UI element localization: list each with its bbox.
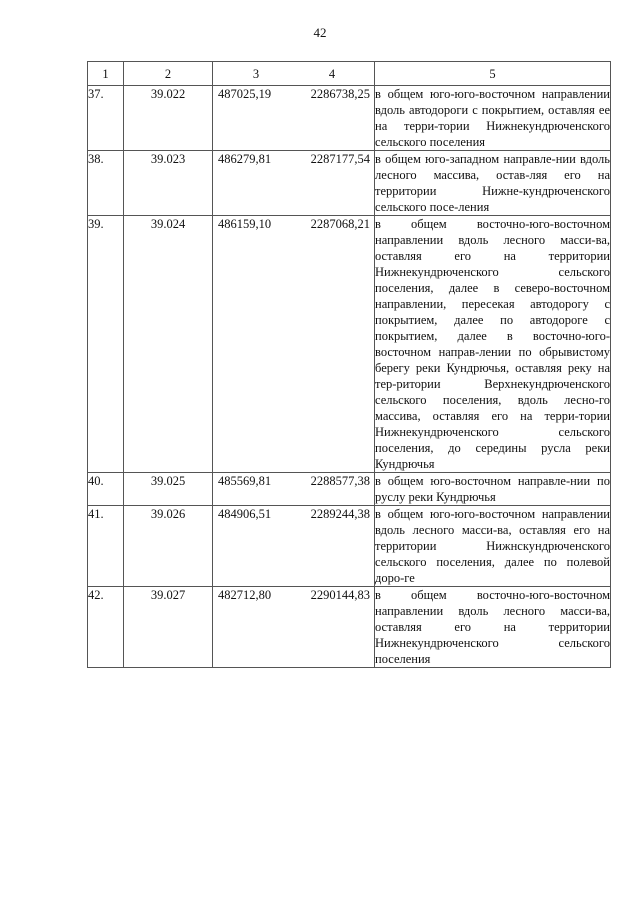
coordinates: [213, 587, 375, 668]
coord-y: 2286738,25: [310, 87, 370, 101]
header-col-5: 5: [375, 62, 611, 86]
point-id: 39.026: [124, 506, 213, 587]
point-id: 39.027: [124, 587, 213, 668]
page-number: 42: [313, 25, 327, 40]
header-col-3-4: [213, 62, 375, 86]
coord-x: 482712,80: [218, 588, 272, 602]
header-col-3: 3: [252, 66, 260, 81]
coordinates: [213, 473, 375, 506]
coordinates: [213, 151, 375, 216]
row-number: 41.: [88, 506, 124, 587]
boundary-description: в общем юго-юго-восточном направлении вдоль автодороги с покрытием, оставляя ее на терри-тории Нижнекундрюченского сельского поселения: [375, 87, 610, 149]
row-number: 38.: [88, 151, 124, 216]
row-number: 40.: [88, 473, 124, 506]
table-header-row: [88, 62, 611, 86]
table-row: [88, 473, 611, 506]
table-row: [88, 506, 611, 587]
coord-y: 2287177,54: [310, 152, 370, 166]
point-id: 39.022: [124, 86, 213, 151]
table-row: [88, 86, 611, 151]
point-id: 39.023: [124, 151, 213, 216]
coordinates: [213, 216, 375, 473]
boundary-description: в общем восточно-юго-восточном направлении вдоль лесного масси-ва, оставляя его на территории Нижнекундрюченского сельского поселения: [375, 588, 610, 666]
coord-y: 2289244,38: [310, 507, 370, 521]
row-number: 37.: [88, 86, 124, 151]
header-col-4: 4: [328, 66, 336, 81]
coord-y: 2287068,21: [310, 217, 370, 231]
header-col-1: 1: [88, 62, 124, 86]
coord-y: 2288577,38: [310, 474, 370, 488]
point-id: 39.025: [124, 473, 213, 506]
boundary-description: в общем восточно-юго-восточном направлении вдоль лесного масси-ва, оставляя его на территории Нижнекундрюченского сельского поселения, далее в северо-восточном направлении, пересекая автодорогу с покрытием, далее по автодороге с покрытием, далее в восточно-юго-восточном направ-лении по обрывистому берегу реки Кундрючья, оставляя реку на тер-ритории Верхнекундрюченского сельского поселения, вдоль лесно-го массива, оставляя его на терри-тории Нижнекундрюченского сельского поселения, до середины русла реки Кундрючья: [375, 217, 610, 471]
coordinates: [213, 506, 375, 587]
coord-x: 484906,51: [218, 507, 272, 521]
table-row: [88, 216, 611, 473]
row-number: 42.: [88, 587, 124, 668]
boundary-description: в общем юго-западном направле-нии вдоль лесного массива, остав-ляя его на территории Нижне-кундрюченского сельского посе-ления: [375, 152, 610, 214]
point-id: 39.024: [124, 216, 213, 473]
coord-x: 485569,81: [218, 474, 272, 488]
table-row: [88, 151, 611, 216]
coord-x: 486279,81: [218, 152, 272, 166]
boundary-description: в общем юго-восточном направле-нии по руслу реки Кундрючья: [375, 474, 610, 504]
coord-x: 486159,10: [218, 217, 272, 231]
row-number: 39.: [88, 216, 124, 473]
boundary-points-table: [87, 61, 611, 668]
coord-y: 2290144,83: [310, 588, 370, 602]
coord-x: 487025,19: [218, 87, 272, 101]
coordinates: [213, 86, 375, 151]
table-row: [88, 587, 611, 668]
header-col-2: 2: [124, 62, 213, 86]
boundary-description: в общем юго-юго-восточном направлении вдоль лесного масси-ва, оставляя его на территории Нижнскундрюченского сельского поселения, далее по полевой доро-ге: [375, 507, 610, 585]
